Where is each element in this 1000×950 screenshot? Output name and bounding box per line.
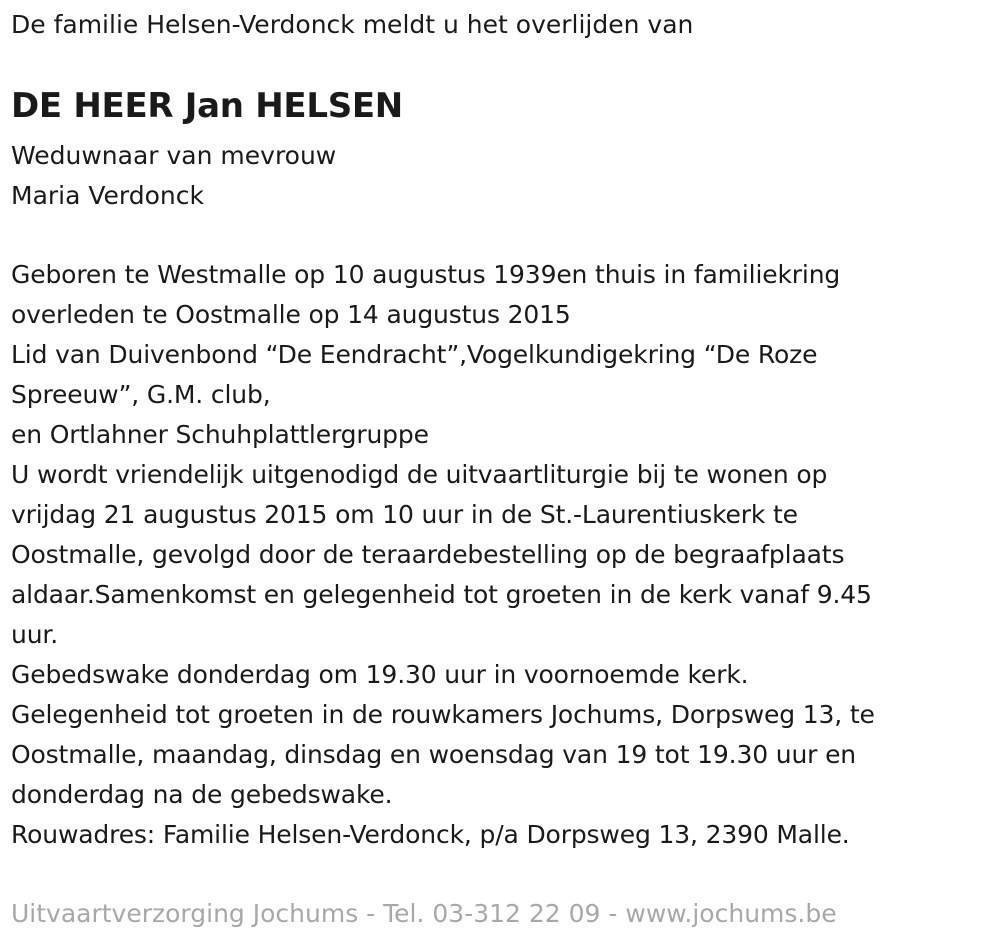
- body-line: U wordt vriendelijk uitgenodigd de uitvaartliturgie bij te wonen op: [11, 460, 828, 489]
- body-line: Lid van Duivenbond “De Eendracht”,Vogelkundigekring “De Roze: [11, 340, 818, 369]
- widow-line: Weduwnaar van mevrouw: [11, 141, 337, 170]
- body-line: overleden te Oostmalle op 14 augustus 2015: [11, 300, 571, 329]
- widow-info: [11, 136, 336, 216]
- notice-body: [11, 255, 875, 855]
- body-line: donderdag na de gebedswake.: [11, 780, 393, 809]
- body-line: Spreeuw”, G.M. club,: [11, 380, 271, 409]
- deceased-name: DE HEER Jan HELSEN: [11, 86, 403, 126]
- body-line: vrijdag 21 augustus 2015 om 10 uur in de St.-Laurentiuskerk te: [11, 500, 798, 529]
- intro-text: De familie Helsen-Verdonck meldt u het overlijden van: [11, 10, 694, 39]
- body-line: Gelegenheid tot groeten in de rouwkamers Jochums, Dorpsweg 13, te: [11, 700, 875, 729]
- body-line: Rouwadres: Familie Helsen-Verdonck, p/a Dorpsweg 13, 2390 Malle.: [11, 820, 850, 849]
- body-line: en Ortlahner Schuhplattlergruppe: [11, 420, 429, 449]
- funeral-home-footer: Uitvaartverzorging Jochums - Tel. 03-312 22 09 - www.jochums.be: [11, 899, 837, 928]
- body-line: Gebedswake donderdag om 19.30 uur in voornoemde kerk.: [11, 660, 749, 689]
- spouse-name: Maria Verdonck: [11, 181, 204, 210]
- body-line: Oostmalle, maandag, dinsdag en woensdag van 19 tot 19.30 uur en: [11, 740, 857, 769]
- body-line: aldaar.Samenkomst en gelegenheid tot groeten in de kerk vanaf 9.45: [11, 580, 872, 609]
- body-line: Geboren te Westmalle op 10 augustus 1939en thuis in familiekring: [11, 260, 841, 289]
- body-line: uur.: [11, 620, 59, 649]
- body-line: Oostmalle, gevolgd door de teraardebestelling op de begraafplaats: [11, 540, 845, 569]
